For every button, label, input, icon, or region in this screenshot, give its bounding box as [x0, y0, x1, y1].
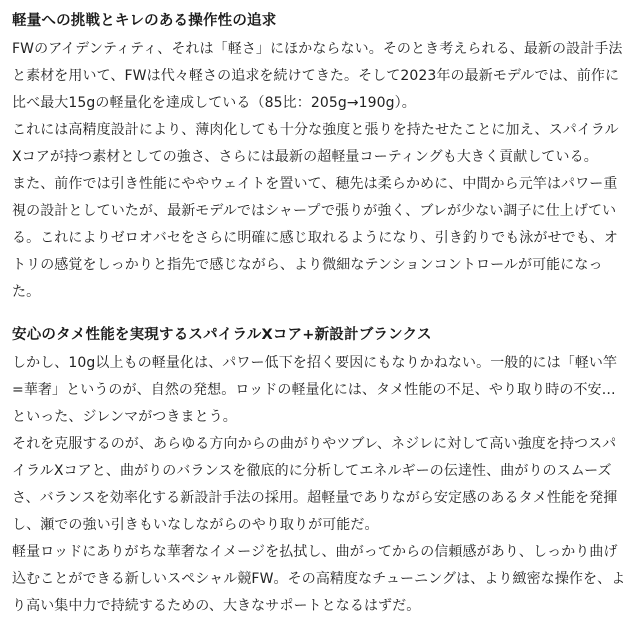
paragraph: それを克服するのが、あらゆる方向からの曲がりやツブレ、ネジレに対して高い強度を持つスパイラルXコアと、曲がりのバランスを徹底的に分析してエネルギーの伝達性、曲がりのスムーズさ、バランスを効率化する新設計手法の採用。超軽量でありながら安定感のあるタメ性能を発揮し、瀬での強い引きもいなしながらのやり取りが可能だ。 [12, 436, 618, 533]
section-heading: 軽量への挑戦とキレのある操作性の追求 [12, 13, 277, 29]
section-heading: 安心のタメ性能を実現するスパイラルXコア+新設計ブランクス [12, 327, 432, 343]
paragraph: これには高精度設計により、薄肉化しても十分な強度と張りを持たせたことに加え、スパイラルXコアが持つ素材としての強さ、さらには最新の超軽量コーティングも大きく貢献している。 [12, 122, 619, 165]
paragraph: また、前作では引き性能にややウェイトを置いて、穂先は柔らかめに、中間から元竿はパワー重視の設計としていたが、最新モデルではシャープで張りが強く、ブレが少ない調子に仕上げている。これによりゼロオバセをさらに明確に感じ取れるようになり、引き釣りでも泳がせでも、オトリの感覚をしっかりと指先で感じながら、より微細なテンションコントロールが可能になった。 [12, 176, 619, 300]
section-lightweight [12, 6, 627, 306]
paragraph: FWのアイデンティティ、それは「軽さ」にほかならない。そのとき考えられる、最新の設計手法と素材を用いて、FWは代々軽さの追求を続けてきた。そして2023年の最新モデルでは、前作に比べ最大15gの軽量化を達成している（85比：205g→190g）。 [12, 41, 623, 111]
paragraph: 軽量ロッドにありがちな華奢なイメージを払拭し、曲がってからの信頼感があり、しっかり曲げ込むことができる新しいスペシャル競FW。その高精度なチューニングは、より緻密な操作を、より高い集中力で持続するための、大きなサポートとなるはずだ。 [12, 544, 626, 614]
section-tame-performance [12, 320, 627, 620]
paragraph: しかし、10g以上もの軽量化は、パワー低下を招く要因にもなりかねない。一般的には「軽い竿=華奢」というのが、自然の発想。ロッドの軽量化には、タメ性能の不足、やり取り時の不安…といった、ジレンマがつきまとう。 [12, 355, 618, 425]
